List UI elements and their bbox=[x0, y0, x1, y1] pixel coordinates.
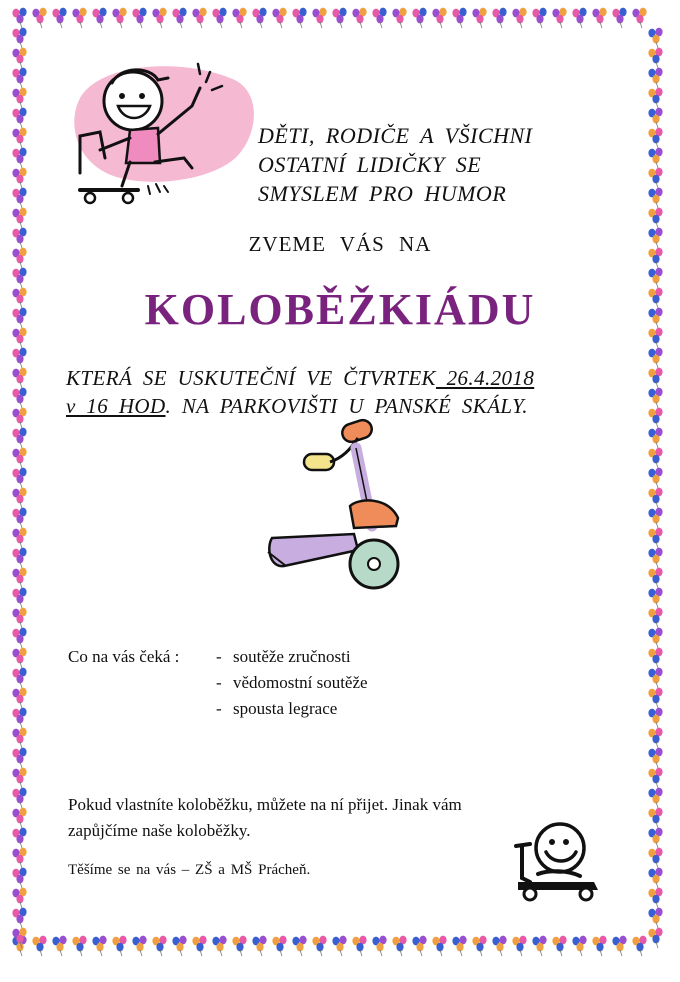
balloon-cluster bbox=[12, 88, 26, 108]
balloon-cluster bbox=[232, 8, 246, 28]
balloon-cluster bbox=[572, 936, 586, 956]
balloon-cluster bbox=[648, 468, 662, 488]
invitation-line: SMYSLEM PRO HUMOR bbox=[258, 181, 507, 206]
balloon-cluster bbox=[12, 468, 26, 488]
balloon-cluster bbox=[12, 648, 26, 668]
balloon-cluster bbox=[352, 8, 366, 28]
balloon-cluster bbox=[648, 208, 662, 228]
balloon-cluster bbox=[592, 8, 606, 28]
program-row bbox=[68, 696, 368, 722]
note-line: zapůjčíme naše koloběžky. bbox=[68, 821, 251, 840]
balloon-cluster bbox=[12, 188, 26, 208]
balloon-cluster bbox=[648, 608, 662, 628]
balloon-cluster bbox=[648, 108, 662, 128]
balloon-cluster bbox=[12, 68, 26, 88]
balloon-cluster bbox=[12, 428, 26, 448]
event-details bbox=[66, 364, 626, 420]
balloon-cluster bbox=[648, 148, 662, 168]
balloon-cluster bbox=[12, 28, 26, 48]
balloon-cluster bbox=[648, 368, 662, 388]
balloon-cluster bbox=[12, 908, 26, 928]
balloon-cluster bbox=[312, 8, 326, 28]
program-label: Co na vás čeká : bbox=[68, 647, 180, 666]
balloon-cluster bbox=[12, 528, 26, 548]
balloon-cluster bbox=[472, 8, 486, 28]
balloon-cluster bbox=[648, 848, 662, 868]
balloon-cluster bbox=[12, 788, 26, 808]
balloon-cluster bbox=[648, 88, 662, 108]
program-row bbox=[68, 644, 368, 670]
event-line-1 bbox=[66, 364, 626, 392]
balloon-cluster bbox=[72, 8, 86, 28]
balloon-cluster bbox=[12, 208, 26, 228]
balloon-cluster bbox=[12, 688, 26, 708]
balloon-cluster bbox=[272, 8, 286, 28]
balloon-cluster bbox=[12, 148, 26, 168]
balloon-cluster bbox=[92, 8, 106, 28]
balloon-cluster bbox=[312, 936, 326, 956]
balloon-cluster bbox=[492, 8, 506, 28]
balloon-cluster bbox=[648, 728, 662, 748]
balloon-cluster bbox=[12, 108, 26, 128]
list-item: soutěže zručnosti bbox=[233, 647, 351, 666]
balloon-cluster bbox=[648, 188, 662, 208]
list-dash: - bbox=[216, 699, 222, 718]
balloon-cluster bbox=[232, 936, 246, 956]
balloon-cluster bbox=[112, 936, 126, 956]
balloon-cluster bbox=[12, 808, 26, 828]
balloon-cluster bbox=[648, 168, 662, 188]
balloon-cluster bbox=[292, 936, 306, 956]
balloon-cluster bbox=[648, 828, 662, 848]
balloon-cluster bbox=[332, 936, 346, 956]
balloon-cluster bbox=[648, 68, 662, 88]
invitation-line: DĚTI, RODIČE A VŠICHNI bbox=[258, 123, 533, 148]
balloon-cluster bbox=[648, 888, 662, 908]
balloon-cluster bbox=[152, 8, 166, 28]
balloon-cluster bbox=[472, 936, 486, 956]
list-item: spousta legrace bbox=[233, 699, 338, 718]
balloon-cluster bbox=[648, 748, 662, 768]
balloon-cluster bbox=[172, 8, 186, 28]
balloon-cluster bbox=[648, 788, 662, 808]
balloon-cluster bbox=[648, 408, 662, 428]
balloon-cluster bbox=[612, 936, 626, 956]
invitation-lines bbox=[258, 121, 588, 208]
balloon-cluster bbox=[648, 568, 662, 588]
balloon-cluster bbox=[412, 8, 426, 28]
balloon-cluster bbox=[648, 28, 662, 48]
balloon-cluster bbox=[12, 708, 26, 728]
balloon-cluster bbox=[392, 936, 406, 956]
balloon-cluster bbox=[12, 508, 26, 528]
balloon-cluster bbox=[452, 936, 466, 956]
balloon-cluster bbox=[552, 8, 566, 28]
balloon-cluster bbox=[648, 928, 662, 948]
balloon-cluster bbox=[12, 8, 26, 28]
list-item: vědomostní soutěže bbox=[233, 673, 368, 692]
balloon-cluster bbox=[632, 8, 646, 28]
balloon-cluster bbox=[12, 448, 26, 468]
balloon-cluster bbox=[648, 768, 662, 788]
balloon-cluster bbox=[132, 936, 146, 956]
list-dash: - bbox=[216, 673, 222, 692]
balloon-cluster bbox=[648, 128, 662, 148]
balloon-cluster bbox=[12, 628, 26, 648]
balloon-cluster bbox=[432, 8, 446, 28]
balloon-cluster bbox=[372, 936, 386, 956]
balloon-cluster bbox=[648, 548, 662, 568]
balloon-cluster bbox=[12, 368, 26, 388]
balloon-cluster bbox=[592, 936, 606, 956]
balloon-cluster bbox=[432, 936, 446, 956]
balloon-cluster bbox=[648, 908, 662, 928]
balloon-cluster bbox=[492, 936, 506, 956]
smiley-on-scooter-icon bbox=[508, 820, 606, 902]
balloon-cluster bbox=[192, 8, 206, 28]
balloon-cluster bbox=[12, 668, 26, 688]
balloon-cluster bbox=[72, 936, 86, 956]
balloon-cluster bbox=[648, 48, 662, 68]
balloon-cluster bbox=[12, 348, 26, 368]
balloon-cluster bbox=[452, 8, 466, 28]
balloon-cluster bbox=[648, 488, 662, 508]
balloon-cluster bbox=[648, 388, 662, 408]
balloon-cluster bbox=[52, 936, 66, 956]
balloon-cluster bbox=[12, 568, 26, 588]
balloon-cluster bbox=[512, 8, 526, 28]
balloon-cluster bbox=[12, 128, 26, 148]
balloon-cluster bbox=[12, 168, 26, 188]
balloon-cluster bbox=[648, 508, 662, 528]
balloon-cluster bbox=[12, 868, 26, 888]
balloon-cluster bbox=[648, 528, 662, 548]
balloon-cluster bbox=[392, 8, 406, 28]
balloon-cluster bbox=[32, 936, 46, 956]
balloon-cluster bbox=[332, 8, 346, 28]
kid-on-skateboard-icon bbox=[60, 58, 260, 213]
balloon-cluster bbox=[412, 936, 426, 956]
balloon-cluster bbox=[12, 408, 26, 428]
balloon-cluster bbox=[12, 488, 26, 508]
balloon-cluster bbox=[272, 936, 286, 956]
balloon-cluster bbox=[12, 48, 26, 68]
balloon-cluster bbox=[512, 936, 526, 956]
balloon-cluster bbox=[212, 8, 226, 28]
balloon-cluster bbox=[12, 768, 26, 788]
balloon-cluster bbox=[192, 936, 206, 956]
balloon-cluster bbox=[12, 828, 26, 848]
balloon-cluster bbox=[252, 936, 266, 956]
balloon-cluster bbox=[648, 708, 662, 728]
balloon-cluster bbox=[292, 8, 306, 28]
balloon-cluster bbox=[12, 588, 26, 608]
program-row bbox=[68, 670, 368, 696]
balloon-cluster bbox=[648, 628, 662, 648]
event-line-2 bbox=[66, 392, 626, 420]
balloon-cluster bbox=[532, 8, 546, 28]
balloon-cluster bbox=[352, 936, 366, 956]
balloon-cluster bbox=[648, 868, 662, 888]
balloon-cluster bbox=[12, 548, 26, 568]
event-date: 26.4.2018 bbox=[435, 366, 535, 390]
balloon-cluster bbox=[372, 8, 386, 28]
note-line: Pokud vlastníte koloběžku, můžete na ní přijet. Jinak vám bbox=[68, 795, 462, 814]
balloon-cluster bbox=[92, 936, 106, 956]
balloon-cluster bbox=[32, 8, 46, 28]
event-name-headline: KOLOBĚŽKIÁDU bbox=[144, 285, 536, 334]
balloon-cluster bbox=[648, 808, 662, 828]
balloon-cluster bbox=[12, 848, 26, 868]
balloon-cluster bbox=[112, 8, 126, 28]
balloon-cluster bbox=[12, 888, 26, 908]
event-location: . NA PARKOVIŠTI U PANSKÉ SKÁLY. bbox=[165, 394, 528, 418]
balloon-cluster bbox=[572, 8, 586, 28]
signature: Těšíme se na vás – ZŠ a MŠ Prácheň. bbox=[68, 862, 311, 878]
balloon-cluster bbox=[12, 748, 26, 768]
balloon-cluster bbox=[152, 936, 166, 956]
balloon-cluster bbox=[612, 8, 626, 28]
program-list bbox=[68, 644, 368, 722]
balloon-cluster bbox=[12, 728, 26, 748]
list-dash: - bbox=[216, 647, 222, 666]
invite-text: ZVEME VÁS NA bbox=[248, 232, 432, 256]
balloon-cluster bbox=[12, 608, 26, 628]
balloon-cluster bbox=[648, 588, 662, 608]
balloon-cluster bbox=[632, 936, 646, 956]
balloon-cluster bbox=[648, 648, 662, 668]
balloon-cluster bbox=[648, 428, 662, 448]
balloon-cluster bbox=[532, 936, 546, 956]
balloon-cluster bbox=[172, 936, 186, 956]
event-line-prefix: KTERÁ SE USKUTEČNÍ VE ČTVRTEK bbox=[66, 366, 436, 390]
balloon-cluster bbox=[648, 668, 662, 688]
balloon-cluster bbox=[52, 8, 66, 28]
balloon-cluster bbox=[648, 448, 662, 468]
scooter-icon bbox=[262, 418, 412, 593]
balloon-cluster bbox=[212, 936, 226, 956]
balloon-cluster bbox=[648, 348, 662, 368]
invitation-line: OSTATNÍ LIDIČKY SE bbox=[258, 152, 482, 177]
balloon-cluster bbox=[12, 388, 26, 408]
event-time: v 16 HOD bbox=[66, 394, 166, 418]
balloon-cluster bbox=[552, 936, 566, 956]
balloon-cluster bbox=[132, 8, 146, 28]
balloon-cluster bbox=[648, 688, 662, 708]
balloon-cluster bbox=[252, 8, 266, 28]
